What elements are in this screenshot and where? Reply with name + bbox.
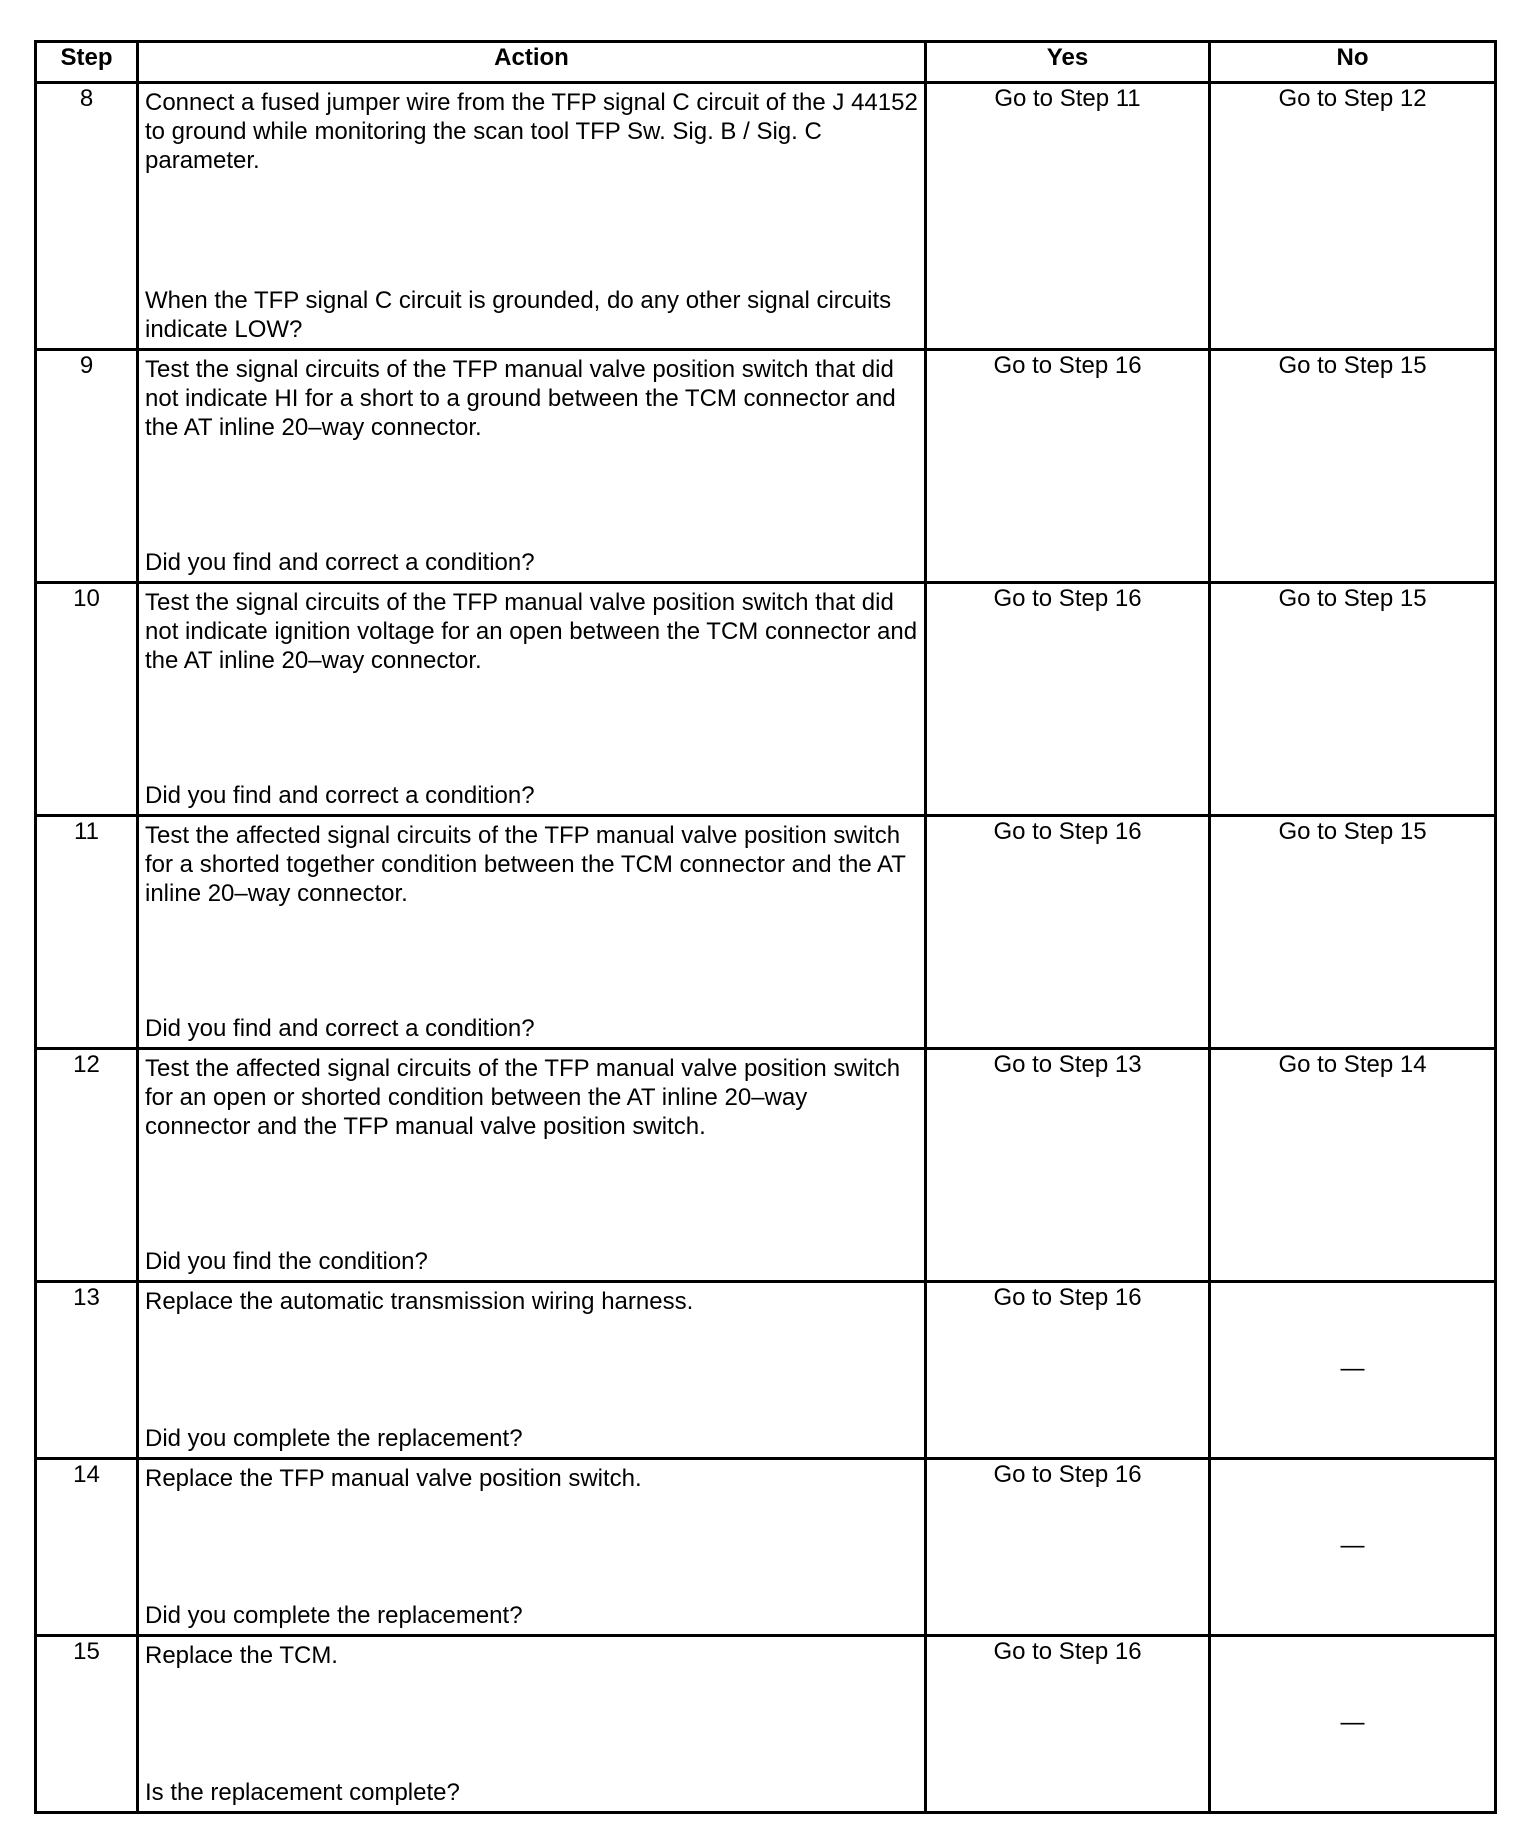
no-cell (1210, 583, 1496, 816)
action-question: Is the replacement complete? (145, 1779, 460, 1806)
action-text: Test the affected signal circuits of the TFP manual valve position switch for an open or shorted condition between the AT inline 20–way connector and the TFP manual valve position switch. (145, 1055, 901, 1140)
yes-result: Go to Step 16 (993, 352, 1142, 379)
action-cell (138, 83, 926, 350)
no-result: — (1340, 1354, 1365, 1382)
action-text: Replace the TCM. (145, 1642, 338, 1669)
action-cell (138, 583, 926, 816)
action-cell (138, 1459, 926, 1636)
no-result: Go to Step 14 (1278, 1051, 1427, 1078)
step-number: 8 (36, 83, 138, 350)
step-number: 10 (36, 583, 138, 816)
step-number: 12 (36, 1049, 138, 1282)
action-text: Test the affected signal circuits of the TFP manual valve position switch for a shorted together condition between the TCM connector and the AT inline 20–way connector. (145, 822, 906, 907)
action-question: Did you complete the replacement? (145, 1602, 523, 1629)
no-cell (1210, 1459, 1496, 1636)
header-step: Step (36, 42, 138, 83)
yes-cell (926, 1636, 1210, 1813)
action-cell (138, 1636, 926, 1813)
yes-cell (926, 83, 1210, 350)
action-cell (138, 1049, 926, 1282)
no-result: Go to Step 15 (1278, 585, 1427, 612)
table-row (36, 816, 1496, 1049)
action-question: Did you find the condition? (145, 1248, 428, 1275)
yes-cell (926, 350, 1210, 583)
action-text: Connect a fused jumper wire from the TFP signal C circuit of the J 44152 to ground while monitoring the scan tool TFP Sw. Sig. B / Sig. C parameter. (145, 89, 918, 174)
table-row (36, 83, 1496, 350)
no-cell (1210, 1282, 1496, 1459)
table-row (36, 1049, 1496, 1282)
action-question: Did you find and correct a condition? (145, 1015, 535, 1042)
no-cell (1210, 1049, 1496, 1282)
yes-cell (926, 1459, 1210, 1636)
yes-result: Go to Step 11 (994, 85, 1141, 112)
step-number: 14 (36, 1459, 138, 1636)
action-cell (138, 350, 926, 583)
no-result: Go to Step 12 (1278, 85, 1427, 112)
step-number: 11 (36, 816, 138, 1049)
step-number: 15 (36, 1636, 138, 1813)
action-text: Test the signal circuits of the TFP manual valve position switch that did not indicate HI for a short to a ground between the TCM connector and the AT inline 20–way connector. (145, 356, 896, 441)
action-text: Replace the automatic transmission wiring harness. (145, 1288, 694, 1315)
yes-result: Go to Step 16 (993, 1638, 1142, 1665)
yes-cell (926, 816, 1210, 1049)
yes-result: Go to Step 16 (993, 1284, 1142, 1311)
no-cell (1210, 816, 1496, 1049)
no-cell (1210, 350, 1496, 583)
no-result: — (1340, 1531, 1365, 1559)
no-result: Go to Step 15 (1278, 818, 1427, 845)
yes-cell (926, 583, 1210, 816)
table-row (36, 350, 1496, 583)
yes-result: Go to Step 16 (993, 585, 1142, 612)
yes-result: Go to Step 16 (993, 818, 1142, 845)
table-row (36, 583, 1496, 816)
no-cell (1210, 83, 1496, 350)
table-row (36, 1282, 1496, 1459)
action-cell (138, 1282, 926, 1459)
action-question: Did you find and correct a condition? (145, 782, 535, 809)
yes-result: Go to Step 13 (993, 1051, 1142, 1078)
header-action: Action (138, 42, 926, 83)
no-result: Go to Step 15 (1278, 352, 1427, 379)
header-row (36, 42, 1496, 83)
step-number: 13 (36, 1282, 138, 1459)
no-result: — (1340, 1708, 1365, 1736)
table-row (36, 1459, 1496, 1636)
action-question: Did you find and correct a condition? (145, 549, 535, 576)
action-text: Test the signal circuits of the TFP manual valve position switch that did not indicate ignition voltage for an open between the TCM connector and the AT inline 20–way connector. (145, 589, 918, 674)
step-number: 9 (36, 350, 138, 583)
action-question: Did you complete the replacement? (145, 1425, 523, 1452)
yes-cell (926, 1282, 1210, 1459)
yes-cell (926, 1049, 1210, 1282)
no-cell (1210, 1636, 1496, 1813)
action-cell (138, 816, 926, 1049)
header-yes: Yes (926, 42, 1210, 83)
header-no: No (1210, 42, 1496, 83)
action-question: When the TFP signal C circuit is grounded, do any other signal circuits indicate LOW? (145, 287, 892, 343)
action-text: Replace the TFP manual valve position switch. (145, 1465, 642, 1492)
yes-result: Go to Step 16 (993, 1461, 1142, 1488)
diagnostic-table (34, 40, 1497, 1814)
table-row (36, 1636, 1496, 1813)
